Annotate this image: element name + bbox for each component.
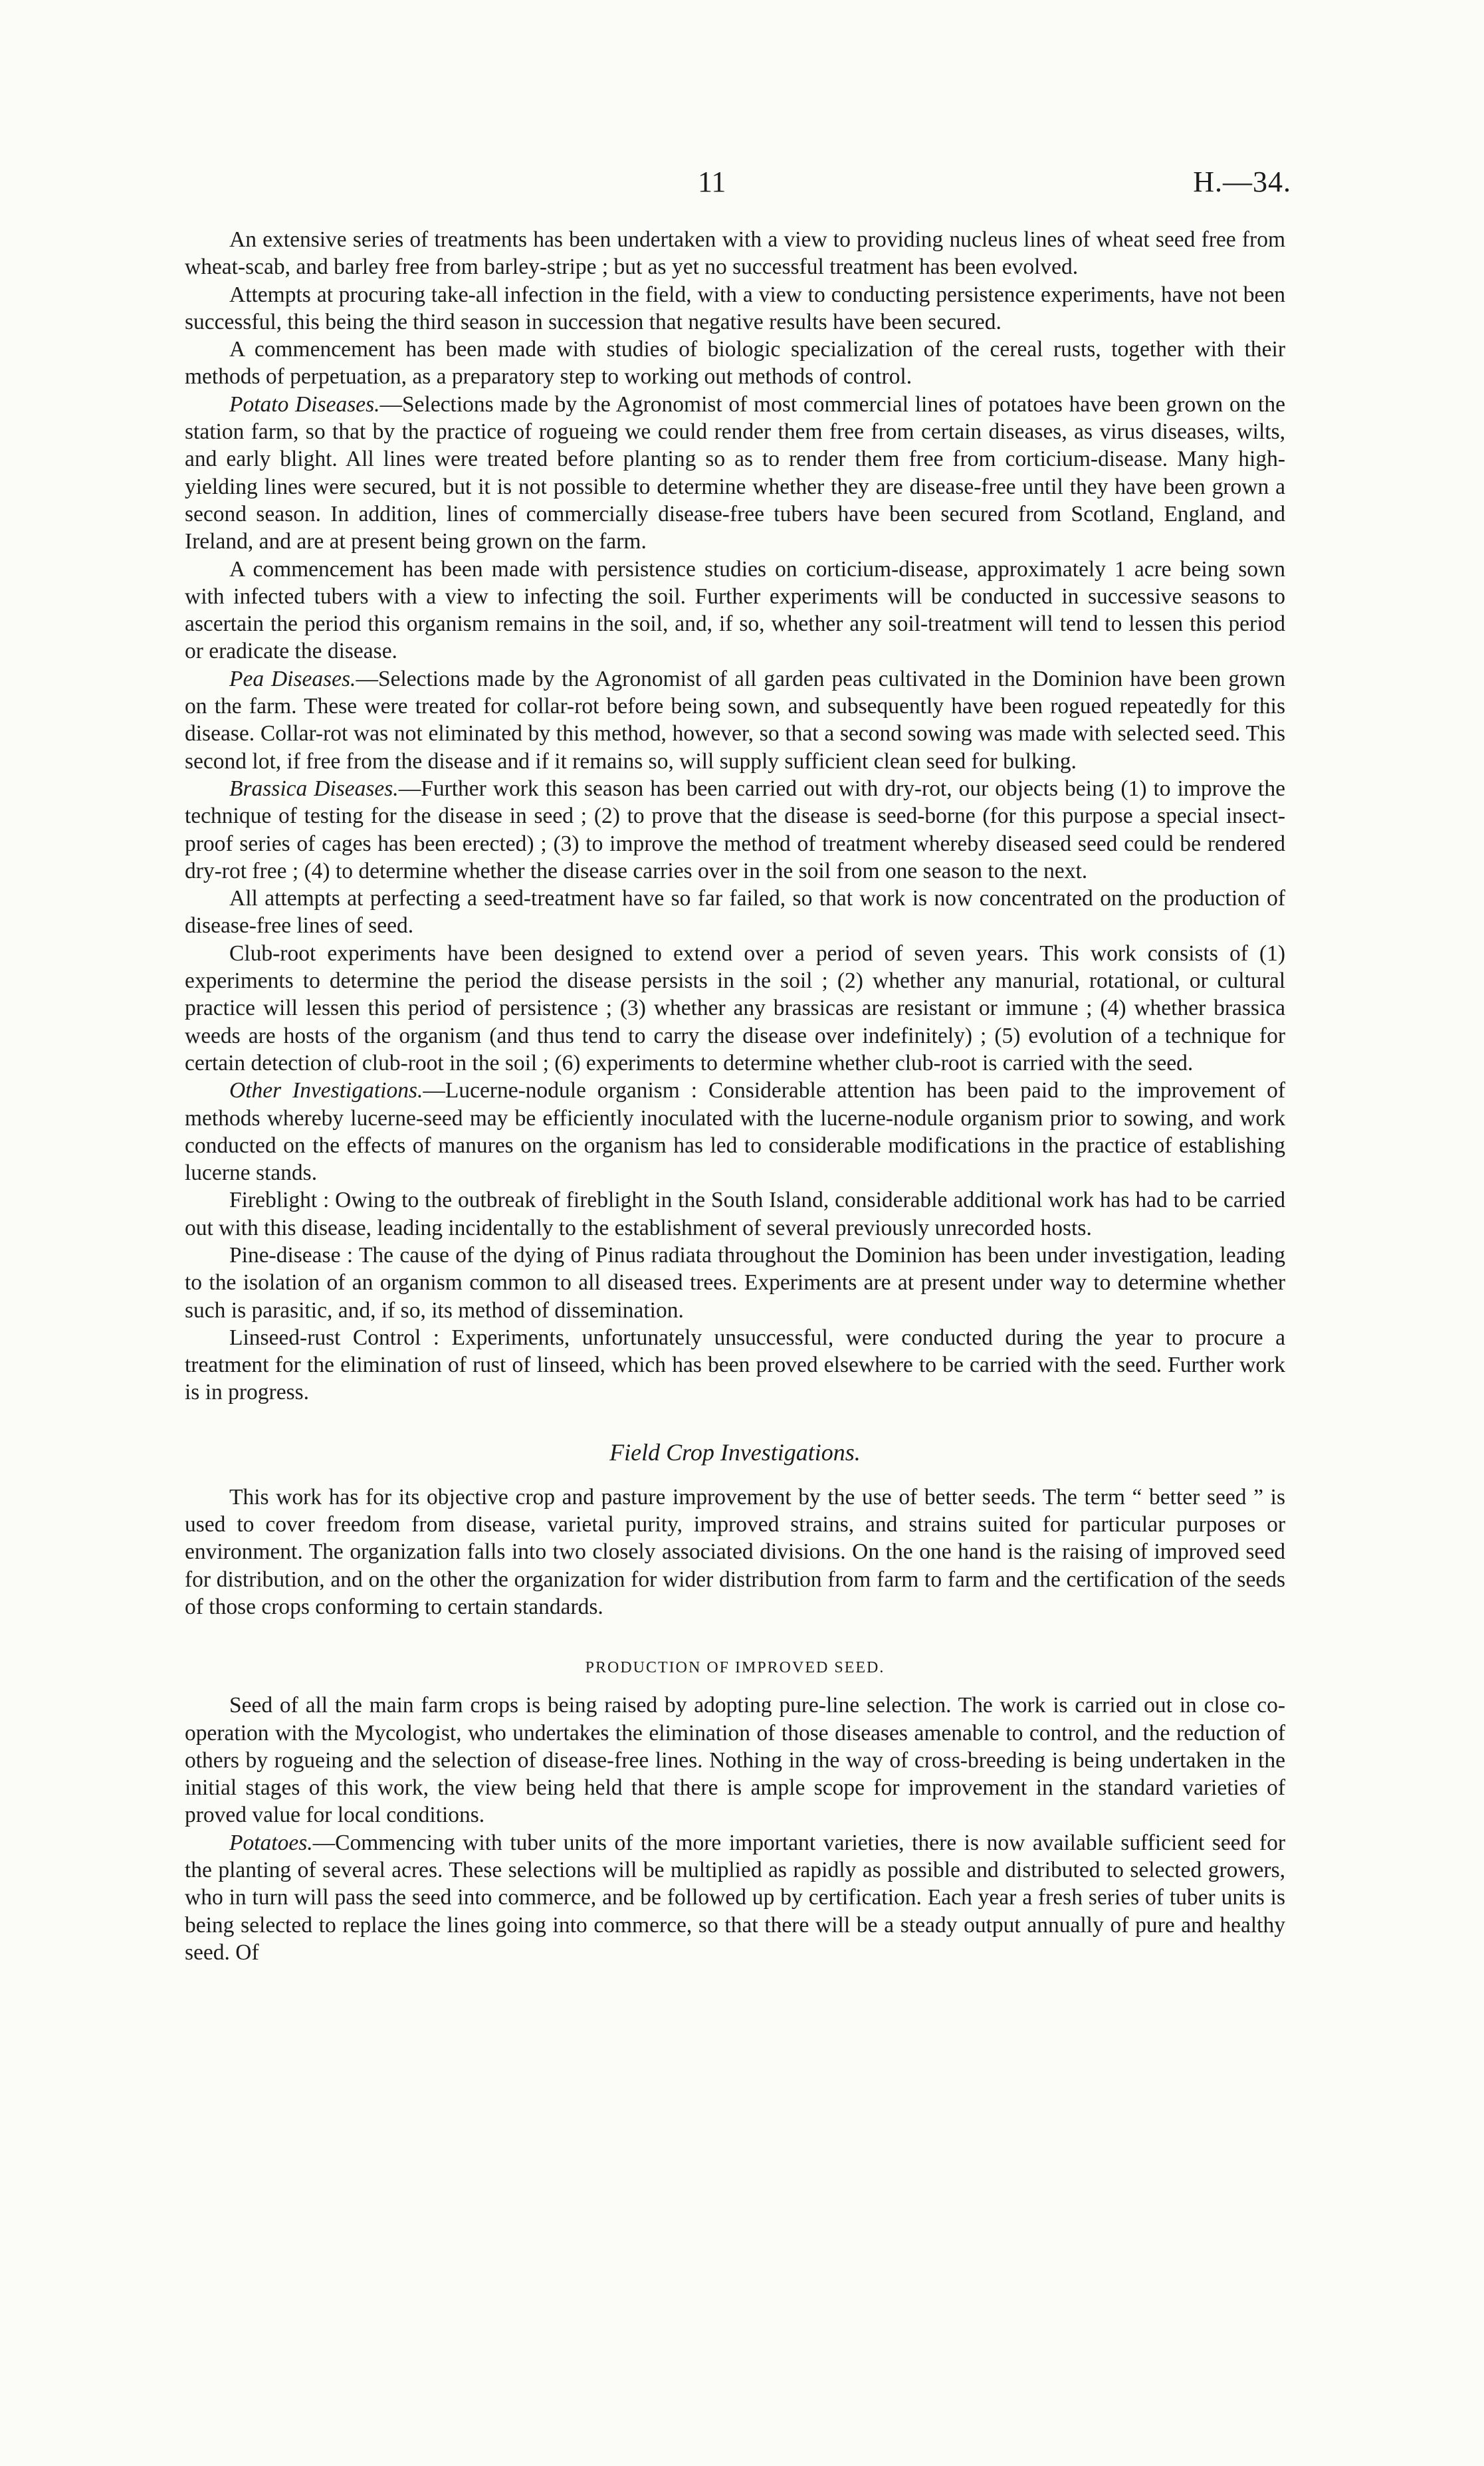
paragraph-subhead: Potato Diseases.	[229, 392, 380, 417]
paragraph	[185, 1186, 1285, 1242]
body-text	[185, 226, 1285, 1966]
paragraph	[185, 940, 1285, 1077]
section-title: Field Crop Investigations.	[609, 1438, 861, 1466]
paragraph-text: Fireblight : Owing to the outbreak of fireblight in the South Island, considerable additional work has had to be carried out with this disease, leading incidentally to the establishment of several previously unrecorded hosts.	[185, 1188, 1285, 1240]
paragraph-subhead: Pea Diseases.	[229, 666, 356, 691]
paragraph-text: —Selections made by the Agronomist of most commercial lines of potatoes have been grown on the station farm, so that by the practice of rogueing we could render them free from certain diseases, as virus diseases, wilts, and early blight. All lines were treated before planting so as to render them free from corticium-disease. Many high-yielding lines were secured, but it is not possible to determine whether they are disease-free until they have been grown a second season. In addition, lines of commercially disease-free tubers have been secured from Scotland, England, and Ireland, and are at present being grown on the farm.	[185, 392, 1285, 554]
paragraph-text: Pine-disease : The cause of the dying of Pinus radiata throughout the Dominion has been under investigation, leading to the isolation of an organism common to all diseased trees. Experiments are at present under way to determine whether such is parasitic, and, if so, its method of dissemination.	[185, 1242, 1285, 1323]
paragraph	[185, 226, 1285, 281]
paragraph-text: —Selections made by the Agronomist of all garden peas cultivated in the Dominion have been grown on the farm. These were treated for collar-rot before being sown, and subsequently have been rogued repeatedly for this disease. Collar-rot was not eliminated by this method, however, so that a second sowing was made with selected seed. This second lot, if free from the disease and if it remains so, will supply sufficient clean seed for bulking.	[185, 666, 1285, 774]
paragraph-group-field-crop	[185, 1484, 1285, 1621]
paragraph-text: An extensive series of treatments has been undertaken with a view to providing nucleus lines of wheat seed free from wheat-scab, and barley free from barley-stripe ; but as yet no successful treatment has been evolved.	[185, 227, 1285, 280]
paragraph	[185, 1484, 1285, 1621]
paragraph	[185, 1692, 1285, 1829]
page-number: 11	[698, 166, 726, 198]
report-code: H.—34.	[1193, 166, 1291, 198]
paragraph	[185, 391, 1285, 556]
paragraph-text: —Commencing with tuber units of the more important varieties, there is now available sufficient seed for the planting of several acres. These selections will be multiplied as rapidly as possible and distributed to selected growers, who in turn will pass the seed into commerce, and be followed up by certification. Each year a fresh series of tuber units is being selected to replace the lines going into commerce, so that there will be a steady output annually of pure and healthy seed. Of	[185, 1830, 1285, 1965]
paragraph-text: —Further work this season has been carried out with dry-rot, our objects being (1) to improve the technique of testing for the disease in seed ; (2) to prove that the disease is seed-borne (for this purpose a special insect-proof series of cages has been erected) ; (3) to improve the method of treatment whereby diseased seed could be rendered dry-rot free ; (4) to determine whether the disease carries over in the soil from one season to the next.	[185, 776, 1285, 883]
paragraph-text: Attempts at procuring take-all infection in the field, with a view to conducting persistence experiments, have not been successful, this being the third season in succession that negative results have been secured.	[185, 282, 1285, 334]
paragraph	[185, 336, 1285, 391]
paragraph-subhead: Brassica Diseases.	[229, 776, 399, 801]
paragraph-group-improved-seed	[185, 1692, 1285, 1966]
page-header	[0, 165, 1484, 205]
paragraph-text: This work has for its objective crop and pasture improvement by the use of better seeds. The term “ better seed ” is used to cover freedom from disease, varietal purity, improved strains, and strains suited for particular purposes or environment. The organization falls into two closely associated divisions. On the one hand is the raising of improved seed for distribution, and on the other the organization for wider distribution from farm to farm and the certification of the seeds of those crops conforming to certain standards.	[185, 1484, 1285, 1619]
paragraph-text: Linseed-rust Control : Experiments, unfortunately unsuccessful, were conducted during the year to procure a treatment for the elimination of rust of linseed, which has been proved elsewhere to be carried with the seed. Further work is in progress.	[185, 1325, 1285, 1405]
paragraph	[185, 775, 1285, 885]
paragraph-text: Club-root experiments have been designed to extend over a period of seven years. This work consists of (1) experiments to determine the period the disease persists in the soil ; (2) whether any manurial, rotational, or cultural practice will lessen this period of persistence ; (3) whether any brassicas are resistant or immune ; (4) whether brassica weeds are hosts of the organism (and thus tend to carry the disease over indefinitely) ; (5) evolution of a technique for certain detection of club-root in the soil ; (6) experiments to determine whether club-root is carried with the seed.	[185, 941, 1285, 1075]
paragraph-subhead: Potatoes.	[229, 1830, 313, 1855]
paragraph	[185, 281, 1285, 336]
paragraph	[185, 1324, 1285, 1406]
paragraph	[185, 1829, 1285, 1966]
paragraph	[185, 1242, 1285, 1324]
subsection-heading: PRODUCTION OF IMPROVED SEED.	[585, 1659, 885, 1677]
paragraph-text: —Lucerne-nodule organism : Considerable attention has been paid to the improvement of methods whereby lucerne-seed may be efficiently inoculated with the lucerne-nodule organism prior to sowing, and work conducted on the effects of manures on the organism has led to considerable modifications in the practice of establishing lucerne stands.	[185, 1078, 1285, 1186]
paragraph-text: A commencement has been made with studies of biologic specialization of the cereal rusts, together with their methods of perpetuation, as a preparatory step to working out methods of control.	[185, 337, 1285, 390]
paragraph-subhead: Other Investigations.	[229, 1078, 423, 1103]
paragraph	[185, 1077, 1285, 1186]
paragraph	[185, 556, 1285, 665]
paragraph	[185, 665, 1285, 775]
paragraph-text: Seed of all the main farm crops is being raised by adopting pure-line selection. The work is carried out in close co-operation with the Mycologist, who undertakes the elimination of those diseases amenable to control, and the reduction of others by rogueing and the selection of disease-free lines. Nothing in the way of cross-breeding is being undertaken in the initial stages of this work, the view being held that there is ample scope for improvement in the standard varieties of proved value for local conditions.	[185, 1693, 1285, 1828]
paragraph-text: A commencement has been made with persistence studies on corticium-disease, approximately 1 acre being sown with infected tubers with a view to infecting the soil. Further experiments will be conducted in successive seasons to ascertain the period this organism remains in the soil, and, if so, whether any soil-treatment will tend to lessen this period or eradicate the disease.	[185, 556, 1285, 664]
paragraph-group-diseases	[185, 226, 1285, 1406]
paragraph	[185, 885, 1285, 940]
paragraph-text: All attempts at perfecting a seed-treatment have so far failed, so that work is now concentrated on the production of disease-free lines of seed.	[185, 886, 1285, 939]
